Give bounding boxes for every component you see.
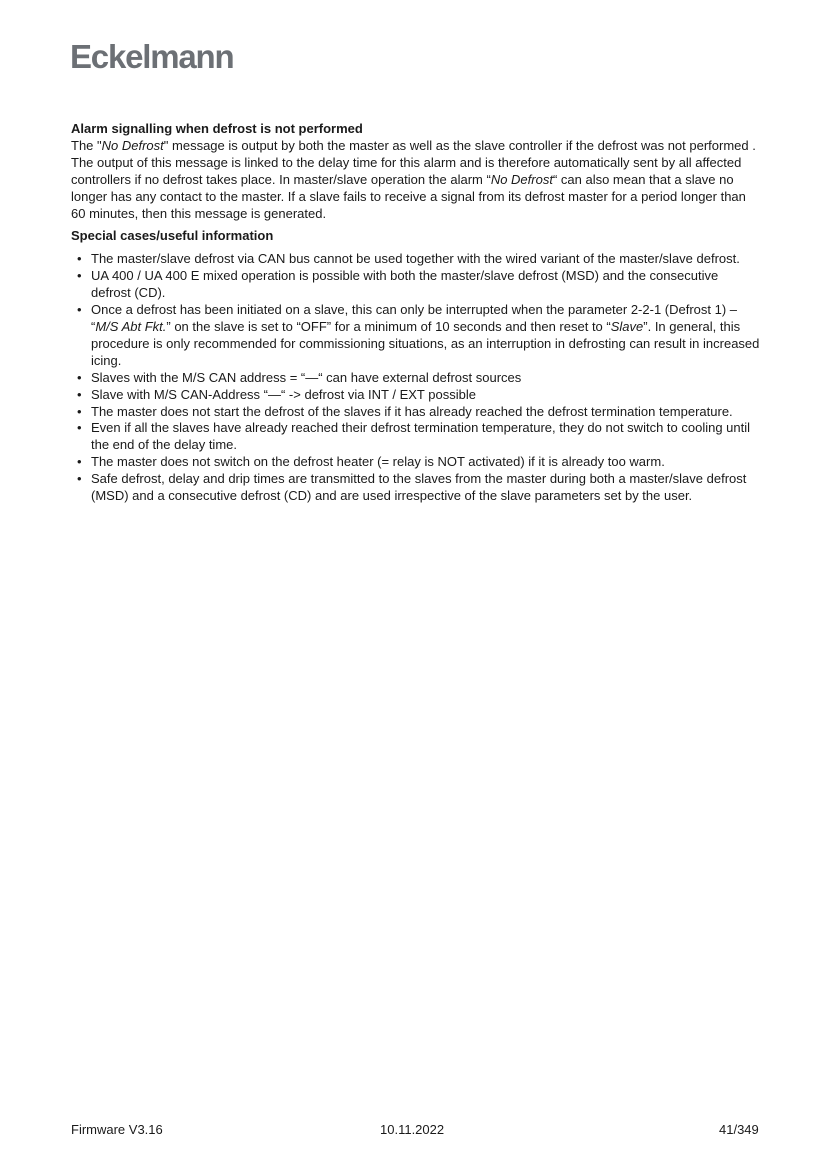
list-item-emphasis: Slave [610, 318, 644, 334]
special-cases-list [71, 251, 761, 505]
footer-firmware: Firmware V3.16 [71, 1122, 163, 1137]
alarm-heading: Alarm signalling when defrost is not performed [71, 121, 363, 136]
list-item: • Slave with M/S CAN-Address “—“ -> defrost via INT / EXT possible [71, 387, 761, 404]
list-item: • UA 400 / UA 400 E mixed operation is possible with both the master/slave defrost (MSD) and the consecutive defrost (CD). [71, 268, 761, 302]
page-content [71, 121, 761, 505]
list-item-text: ”. In general, this procedure is only recommended for commissioning situations, as an interruption in defrosting can result in increased icing. [91, 318, 760, 368]
alarm-paragraph [71, 138, 761, 223]
list-item: • Safe defrost, delay and drip times are transmitted to the slaves from the master during both a master/slave defrost (MSD) and a consecutive defrost (CD) and are used irrespective of the slave parameters set by the user. [71, 471, 761, 505]
list-item [71, 302, 761, 370]
special-cases-heading: Special cases/useful information [71, 228, 274, 244]
alarm-emphasis-1: No Defrost [101, 137, 164, 153]
alarm-text-2: " message is output by both the master as well as the slave controller if the defrost was not performed . The output of this message is linked to the delay time for this alarm and is therefore automatically sent by all affected controllers if no defrost takes place. In master/slave operation the alarm “ [71, 137, 756, 187]
list-item: • The master/slave defrost via CAN bus cannot be used together with the wired variant of the master/slave defrost. [71, 251, 761, 268]
alarm-emphasis-2: No Defrost [490, 171, 553, 187]
list-item: • The master does not start the defrost of the slaves if it has already reached the defrost termination temperature. [71, 404, 761, 421]
eckelmann-logo: Eckelmann [70, 38, 234, 75]
list-item: • Slaves with the M/S CAN address = “—“ can have external defrost sources [71, 370, 761, 387]
footer-date: 10.11.2022 [380, 1122, 445, 1137]
alarm-text-1: The " [71, 137, 102, 153]
list-item-text: Once a defrost has been initiated on a slave, this can only be interrupted when the parameter 2-2-1 (Defrost 1) – “ [91, 302, 738, 334]
footer-page-number: 41/349 [719, 1122, 759, 1137]
list-item: • Even if all the slaves have already reached their defrost termination temperature, they do not switch to cooling until the end of the delay time. [71, 420, 761, 454]
alarm-text-3: “ can also mean that a slave no longer has any contact to the master. If a slave fails to receive a signal from its defrost master for a period longer than 60 minutes, then this message is generated. [71, 171, 746, 221]
list-item-text: ” on the slave is set to “OFF” for a minimum of 10 seconds and then reset to “ [166, 318, 611, 334]
list-item-emphasis: M/S Abt Fkt. [95, 318, 167, 334]
list-item: • The master does not switch on the defrost heater (= relay is NOT activated) if it is already too warm. [71, 454, 761, 471]
